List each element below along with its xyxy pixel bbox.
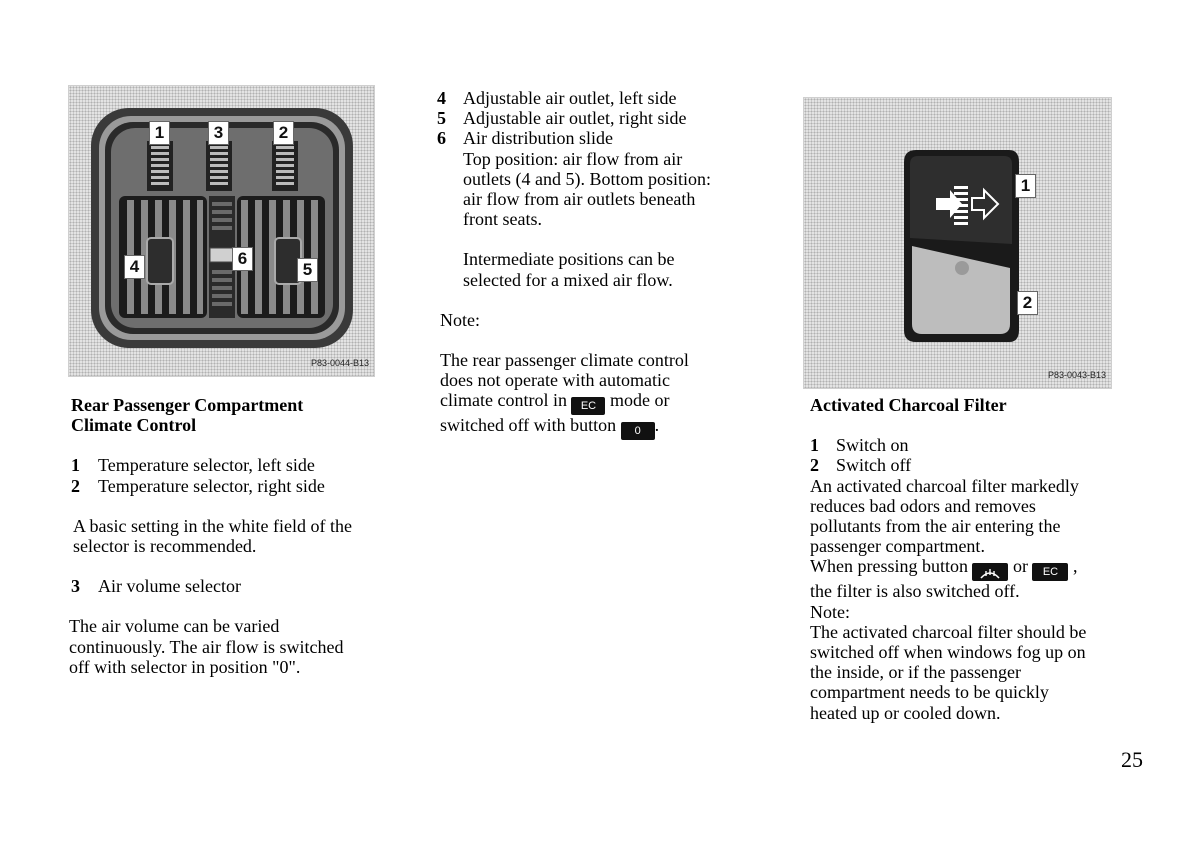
section-heading-rear-climate-line2: Climate Control <box>71 415 197 436</box>
basic-setting-note-line2: selector is recommended. <box>73 536 257 557</box>
air-volume-paragraph-line3: off with selector in position "0". <box>69 656 301 677</box>
item-number: 3 <box>71 576 80 597</box>
section-heading-rear-climate: Rear Passenger Compartment <box>71 395 304 415</box>
note-text: The rear passenger climate control <box>440 350 689 371</box>
figure-label-3: 3 <box>208 121 229 145</box>
item-number: 6 <box>437 128 446 149</box>
filter-paragraph-line: reduces bad odors and removes <box>810 495 1036 516</box>
list-item <box>437 108 767 128</box>
list-item <box>810 455 1170 475</box>
figure-code: P83-0043-B13 <box>1047 369 1106 380</box>
intermediate-positions-text-line: selected for a mixed air flow. <box>463 269 673 290</box>
figure-label-1: 1 <box>1015 174 1036 198</box>
ec-button-icon: EC <box>571 397 605 415</box>
air-volume-paragraph-line2: continuously. The air flow is switched <box>69 636 344 657</box>
note-label: Note: <box>440 309 480 330</box>
figure-label-6: 6 <box>232 247 253 271</box>
pressing-text: When pressing button <box>810 556 968 577</box>
list-item <box>810 435 1170 455</box>
left-column <box>71 395 401 677</box>
filter-paragraph-line: An activated charcoal filter markedly <box>810 475 1079 496</box>
item-number: 1 <box>71 455 80 476</box>
figure-code: P83-0044-B13 <box>310 357 369 368</box>
figure-label-4: 4 <box>124 255 145 279</box>
slide-description-line: front seats. <box>463 209 542 230</box>
item-text: Switch on <box>836 435 909 456</box>
list-item <box>71 455 401 475</box>
note-text-line: The activated charcoal filter should be <box>810 621 1087 642</box>
pressing-button-line <box>810 556 1170 581</box>
filter-paragraph-line: passenger compartment. <box>810 536 985 557</box>
note-text-fragment: mode or <box>609 390 670 411</box>
item-number: 4 <box>437 88 446 108</box>
page-number: 25 <box>1121 747 1143 772</box>
note-text-line <box>440 390 767 415</box>
slide-description-line: air flow from air outlets beneath <box>463 189 696 210</box>
item-text: Switch off <box>836 455 912 476</box>
filter-off-text: the filter is also switched off. <box>810 581 1020 602</box>
defrost-icon <box>979 566 1001 580</box>
item-text: Air distribution slide <box>463 128 613 149</box>
off-button-icon: 0 <box>621 422 655 440</box>
middle-column <box>437 88 767 440</box>
note-text-line: switched off when windows fog up on <box>810 642 1086 663</box>
item-text: Adjustable air outlet, right side <box>463 108 687 129</box>
defrost-button-icon <box>972 563 1008 581</box>
pressing-comma: , <box>1072 556 1078 577</box>
note-text-line: does not operate with automatic <box>440 370 670 391</box>
note-text-line: heated up or cooled down. <box>810 702 1001 723</box>
figure-label-2: 2 <box>273 121 294 145</box>
item-text: Temperature selector, left side <box>98 455 315 476</box>
basic-setting-note: A basic setting in the white field of the <box>73 515 352 536</box>
charcoal-filter-figure <box>803 97 1112 389</box>
item-number: 2 <box>810 455 819 476</box>
note-text-fragment: switched off with button <box>440 415 617 436</box>
filter-paragraph-line: pollutants from the air entering the <box>810 516 1061 537</box>
figure-label-5: 5 <box>297 258 318 282</box>
item-text: Temperature selector, right side <box>98 475 325 496</box>
slide-description-line: outlets (4 and 5). Bottom position: <box>463 168 711 189</box>
figure-label-2: 2 <box>1017 291 1038 315</box>
intermediate-positions-text: Intermediate positions can be <box>463 249 675 270</box>
rear-climate-control-figure <box>68 85 375 377</box>
note-text-line <box>440 415 767 440</box>
pressing-or: or <box>1012 556 1028 577</box>
note-text-fragment: climate control in <box>440 390 567 411</box>
charcoal-filter-switch-illustration <box>804 98 1111 388</box>
note-text-fragment: . <box>654 415 660 436</box>
section-heading-charcoal-filter: Activated Charcoal Filter <box>810 395 1007 415</box>
list-item <box>71 576 401 596</box>
right-column <box>810 395 1170 723</box>
ec-button-icon: EC <box>1032 563 1068 581</box>
list-item <box>437 128 767 148</box>
air-volume-paragraph: The air volume can be varied <box>69 616 280 637</box>
note-label: Note: <box>810 601 850 622</box>
item-number: 1 <box>810 435 819 456</box>
figure-label-1: 1 <box>149 121 170 145</box>
slide-description: Top position: air flow from air <box>463 148 683 169</box>
item-number: 5 <box>437 108 446 129</box>
list-item <box>71 476 401 496</box>
note-text-line: compartment needs to be quickly <box>810 682 1049 703</box>
list-item <box>437 88 767 108</box>
item-number: 2 <box>71 475 80 496</box>
note-text-line: the inside, or if the passenger <box>810 662 1021 683</box>
item-text: Air volume selector <box>98 576 241 597</box>
item-text: Adjustable air outlet, left side <box>463 88 677 108</box>
